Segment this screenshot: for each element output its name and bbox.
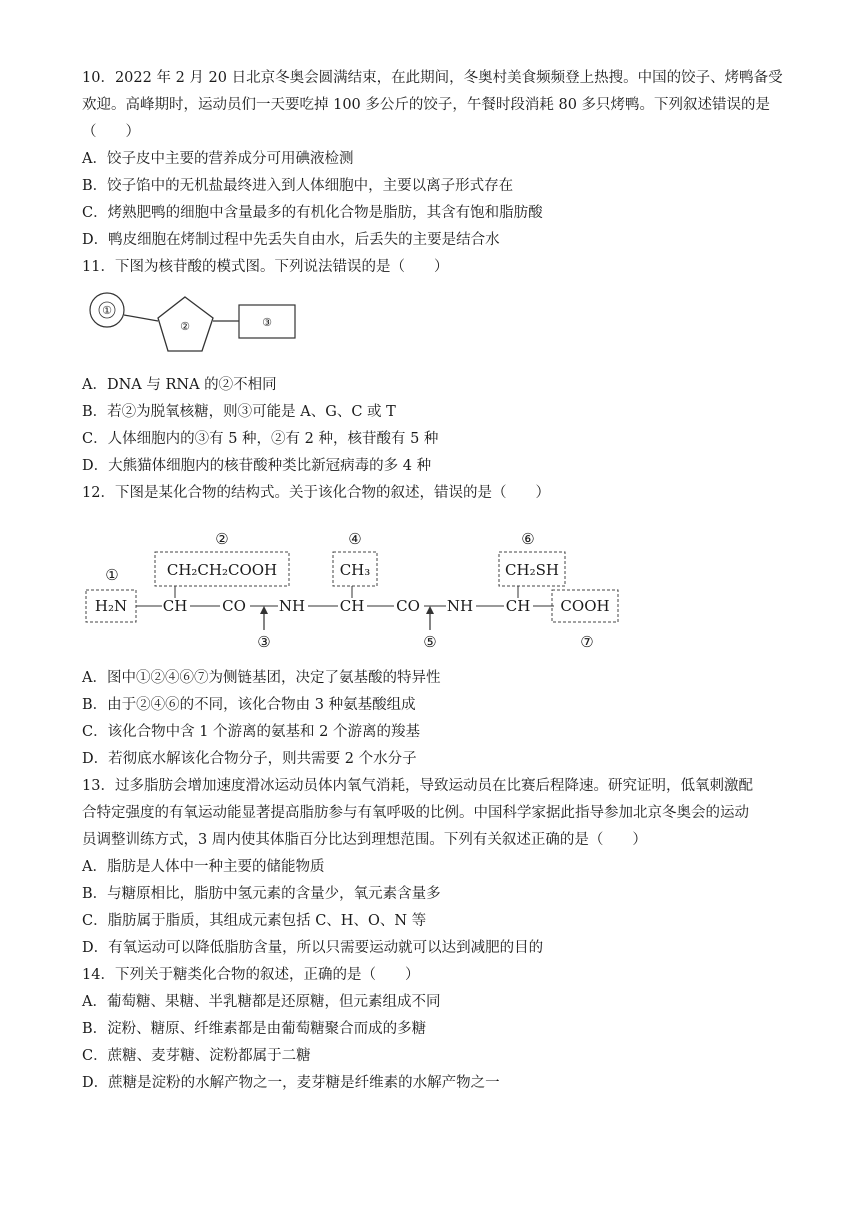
main-chain-nh-2: NH <box>446 597 474 615</box>
main-chain-co-1: CO <box>222 597 246 615</box>
q11-option-d: D．大熊猫体细胞内的核苷酸种类比新冠病毒的多 4 种 <box>82 458 432 474</box>
main-chain-ch-2: CH <box>339 597 365 615</box>
diagram-label-1: ① <box>102 304 112 317</box>
main-chain-ch-3: CH <box>505 597 531 615</box>
carboxyl-group: COOH <box>560 597 610 615</box>
arrow-3 <box>260 606 268 614</box>
q12-option-b: B．由于②④⑥的不同，该化合物由 3 种氨基酸组成 <box>82 697 416 713</box>
q14-option-a: A．葡萄糖、果糖、半乳糖都是还原糖，但元素组成不同 <box>82 994 441 1010</box>
q12-option-a: A．图中①②④⑥⑦为侧链基团，决定了氨基酸的特异性 <box>82 670 441 686</box>
q10-stem-line3: （ ） <box>82 124 140 140</box>
q10-option-c: C．烤熟肥鸭的细胞中含量最多的有机化合物是脂肪，其含有饱和脂肪酸 <box>82 205 543 221</box>
q14-option-b: B．淀粉、糖原、纤维素都是由葡萄糖聚合而成的多糖 <box>82 1021 427 1037</box>
q12-option-c: C．该化合物中含 1 个游离的氨基和 2 个游离的羧基 <box>82 724 420 740</box>
marker-4: ④ <box>348 530 362 548</box>
q13-option-a: A．脂肪是人体中一种主要的储能物质 <box>82 859 325 875</box>
q14-option-d: D．蔗糖是淀粉的水解产物之一，麦芽糖是纤维素的水解产物之一 <box>82 1075 500 1091</box>
peptide-structural-formula <box>82 522 632 657</box>
q13-stem-line1: 13．过多脂肪会增加速度滑冰运动员体内氧气消耗，导致运动员在比赛后程降速。研究证明，低氧刺激配 <box>82 778 753 794</box>
q10-option-a: A．饺子皮中主要的营养成分可用碘液检测 <box>82 151 354 167</box>
q12-stem: 12．下图是某化合物的结构式。关于该化合物的叙述，错误的是（ ） <box>82 485 550 501</box>
marker-5: ⑤ <box>423 633 437 651</box>
arrow-5 <box>426 606 434 614</box>
q13-option-d: D．有氧运动可以降低脂肪含量，所以只需要运动就可以达到减肥的目的 <box>82 940 544 956</box>
q14-stem: 14．下列关于糖类化合物的叙述，正确的是（ ） <box>82 967 420 983</box>
q10-option-b: B．饺子馅中的无机盐最终进入到人体细胞中，主要以离子形式存在 <box>82 178 514 194</box>
q10-stem-line1: 10．2022 年 2 月 20 日北京冬奥会圆满结束，在此期间，冬奥村美食频频登上热搜。中国的饺子、烤鸭备受 <box>82 70 783 86</box>
r-group-6: CH₂SH <box>505 561 559 579</box>
main-chain-nh-1: NH <box>278 597 306 615</box>
marker-1: ① <box>105 566 119 584</box>
r-group-2: CH₂CH₂COOH <box>166 561 278 579</box>
marker-2: ② <box>215 530 229 548</box>
marker-6: ⑥ <box>521 530 535 548</box>
main-chain-co-2: CO <box>396 597 420 615</box>
q13-option-b: B．与糖原相比，脂肪中氢元素的含量少，氧元素含量多 <box>82 886 441 902</box>
q13-stem-line2: 合特定强度的有氧运动能显著提高脂肪参与有氧呼吸的比例。中国科学家据此指导参加北京冬奥会的运动 <box>82 805 749 821</box>
q14-option-c: C．蔗糖、麦芽糖、淀粉都属于二糖 <box>82 1048 311 1064</box>
q13-option-c: C．脂肪属于脂质，其组成元素包括 C、H、O、N 等 <box>82 913 427 929</box>
main-chain-ch-1: CH <box>162 597 188 615</box>
nucleotide-diagram <box>82 285 302 360</box>
r-group-4: CH₃ <box>339 561 371 579</box>
diagram-label-2: ② <box>180 320 190 333</box>
amino-group: H₂N <box>94 597 128 615</box>
marker-3: ③ <box>257 633 271 651</box>
q11-option-a: A．DNA 与 RNA 的②不相同 <box>82 377 277 393</box>
marker-7: ⑦ <box>580 633 594 651</box>
diagram-label-3: ③ <box>262 316 272 329</box>
q10-stem-line2: 欢迎。高峰期时，运动员们一天要吃掉 100 多公斤的饺子，午餐时段消耗 80 多只烤鸭。下列叙述错误的是 <box>82 97 771 113</box>
q12-option-d: D．若彻底水解该化合物分子，则共需要 2 个水分子 <box>82 751 417 767</box>
q13-stem-line3: 员调整训练方式，3 周内使其体脂百分比达到理想范围。下列有关叙述正确的是（ ） <box>82 832 647 848</box>
q11-stem: 11．下图为核苷酸的模式图。下列说法错误的是（ ） <box>82 259 449 275</box>
q11-option-b: B．若②为脱氧核糖，则③可能是 A、G、C 或 T <box>82 404 396 420</box>
q10-option-d: D．鸭皮细胞在烤制过程中先丢失自由水，后丢失的主要是结合水 <box>82 232 500 248</box>
q11-option-c: C．人体细胞内的③有 5 种，②有 2 种，核苷酸有 5 种 <box>82 431 439 447</box>
